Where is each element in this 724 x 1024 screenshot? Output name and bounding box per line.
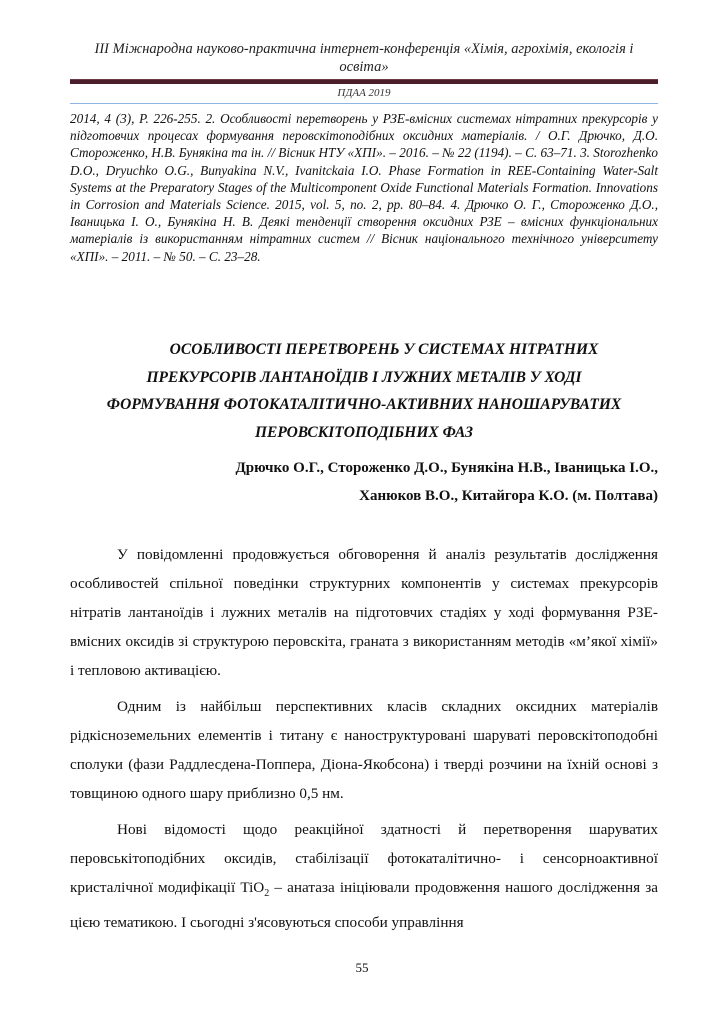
formula-subscript: 2 — [264, 888, 270, 900]
running-header — [70, 40, 658, 104]
article-title — [70, 336, 658, 446]
title-line: ПЕРОВСКІТОПОДІБНИХ ФАЗ — [254, 423, 474, 441]
header-dark-rule — [70, 79, 658, 84]
paragraph-text: Нові відомості щодо реакційної здатності й перетворення шаруватих перовськітоподібних оксидів, стабілізації фотокаталітично- і сенсорноактивної кристалічної модифікації — [70, 821, 658, 896]
title-line: ФОРМУВАННЯ ФОТОКАТАЛІТИЧНО-АКТИВНИХ НАНОШАРУВАТИХ — [106, 396, 622, 413]
article-body — [70, 540, 658, 944]
conference-subtitle: ПДАА 2019 — [337, 87, 391, 99]
paragraph: Одним із найбільш перспективних класів складних оксидних матеріалів рідкісноземельних елементів і титану є наноструктуровані шаруваті перовскітоподобні сполуки (фази Раддлесдена-Поппера, Діона-Якобсона) і тверді розчини на їхній основі з товщиною одного шару приблизно 0,5 нм. — [70, 698, 658, 802]
authors-line: Дрючко О.Г., Стороженко Д.О., Бунякіна Н.В., Іваницька І.О., — [235, 460, 658, 476]
paragraph — [70, 815, 658, 937]
authors — [70, 455, 658, 510]
page-number: 55 — [355, 960, 369, 975]
title-line: ПРЕКУРСОРІВ ЛАНТАНОЇДІВ І ЛУЖНИХ МЕТАЛІВ У ХОДІ — [146, 368, 582, 386]
header-light-rule — [70, 103, 658, 104]
references-continued: 2014, 4 (3), P. 226-255. 2. Особливості перетворень у РЗЕ-вмісних системах нітратних прекурсорів у підготовчих процесах формування перовскітоподібних оксидних матеріалів. / О.Г. Дрючко, Д.О. Стороженко, Н.В. Бунякіна та ін. // Вісник НТУ «ХПІ». – 2016. – № 22 (1194). – С. 63–71. 3. Storozhenko D.O., Dryuchko O.G., Bunyakina N.V., Ivanitckaia I.O. Phase Formation in REE-Containing Water-Salt Systems at the Preparatory Stages of the Multicomponent Oxide Functional Materials Formation. Innovations in Corrosion and Materials Science. 2015, vol. 5, no. 2, pp. 80–84. 4. Дрючко О. Г., Стороженко Д.О., Іваницька І. О., Бунякіна Н. В. Деякі тенденції створення оксидних РЗЕ – вмісних функціональних матеріалів із використанням нітратних систем // Вісник національного технічного університету «ХПІ». – 2011. – № 50. – С. 23–28. — [70, 111, 658, 264]
title-line: ОСОБЛИВОСТІ ПЕРЕТВОРЕНЬ У СИСТЕМАХ НІТРАТНИХ — [169, 341, 599, 358]
chemical-formula — [240, 879, 270, 900]
paragraph-text: – анатаза ініціювали продовження нашого дослідження за цією тематикою. І сьогодні з'ясовуються способи управління — [70, 879, 658, 932]
conference-title: III Міжнародна науково-практична інтернет-конференція «Хімія, агрохімія, екологія і освіта» — [94, 41, 634, 75]
formula-base: TiO — [240, 879, 265, 896]
authors-line: Ханюков В.О., Китайгора К.О. (м. Полтава) — [359, 487, 658, 504]
paragraph: У повідомленні продовжується обговорення й аналіз результатів дослідження особливостей спільної поведінки структурних компонентів у системах прекурсорів нітратів лантаноїдів і лужних металів на підготовчих стадіях у ході формування РЗЕ-вмісних оксидів зі структурою перовскіта, граната з використанням методів «м’якої хімії» і тепловою активацією. — [70, 546, 658, 679]
